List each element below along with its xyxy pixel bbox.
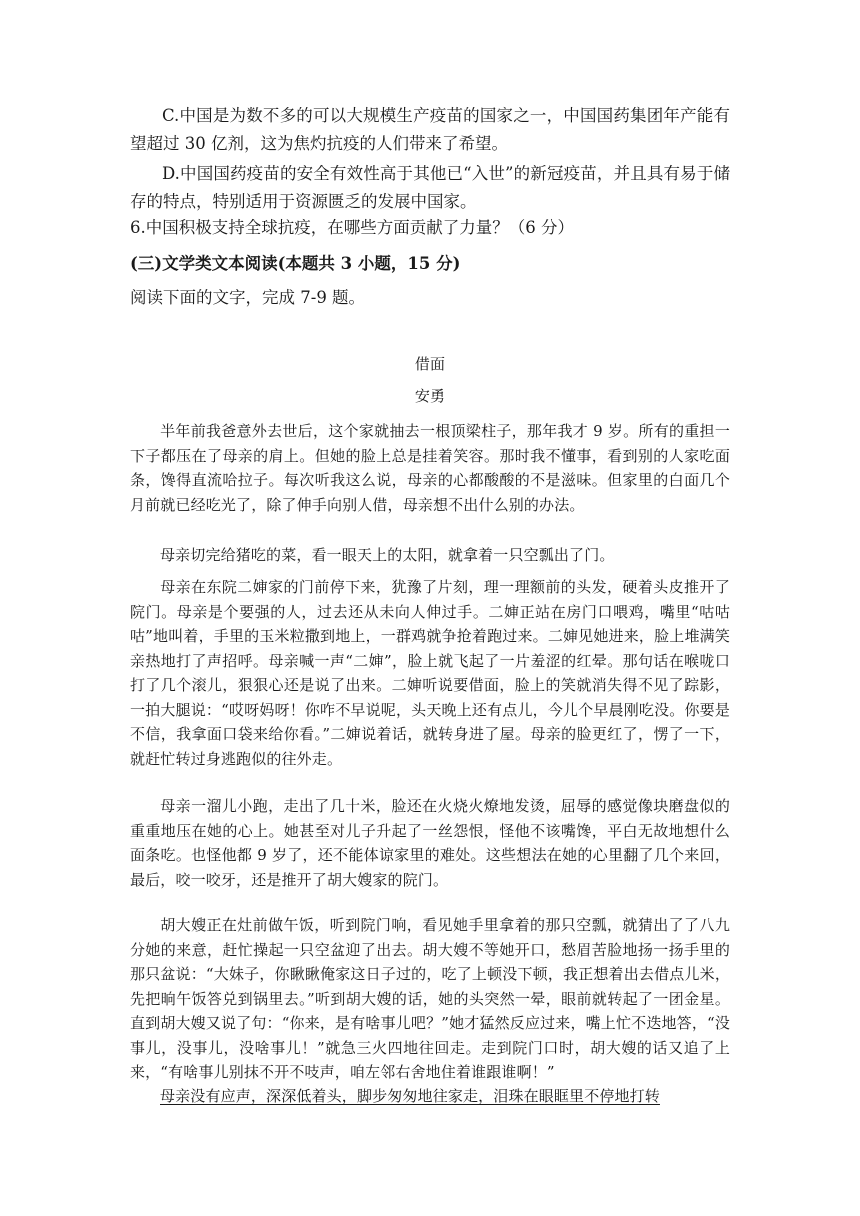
story-paragraph: 胡大嫂正在灶前做午饭，听到院门响，看见她手里拿着的那只空瓢，就猜出了了八九分她的来意，赶忙操起一只空盆迎了出去。胡大嫂不等她开口，愁眉苦脸地扬一扬手里的那只盆说：“大妹子，你瞅瞅俺家这日子过的，吃了上顿没下顿，我正想着出去借点儿米，先把晌午饭答兑到锅里去。”听到胡大嫂的话，她的头突然一晕，眼前就转起了一团金星。直到胡大嫂又说了句：“你来，是有啥事儿吧？”她才猛然反应过来，嘴上忙不迭地答，“没事儿，没事儿，没啥事儿！”就急三火四地往回走。走到院门口时，胡大嫂的话又追了上来，“有啥事儿别抹不开不吱声，咱左邻右舍地住着谁跟谁啊！” <box>130 916 730 1081</box>
section-heading: (三)文学类文本阅读(本题共 3 小题，15 分) <box>130 254 461 273</box>
story-paragraph: 母亲在东院二婶家的门前停下来，犹豫了片刻，理一理额前的头发，硬着头皮推开了院门。母亲是个要强的人，过去还从未向人伸过手。二婶正站在房门口喂鸡，嘴里“咕咕咕”地叫着，手里的玉米粒撒到地上，一群鸡就争抢着跑过来。二婶见她进来，脸上堆满笑亲热地打了声招呼。母亲喊一声“二婶”，脸上就飞起了一片羞涩的红晕。那句话在喉咙口打了几个滚儿，狠狠心还是说了出来。二婶听说要借面，脸上的笑就消失得不见了踪影，一拍大腿说：“哎呀妈呀！你咋不早说呢，头天晚上还有点儿，今儿个早晨刚吃没。你要是不信，我拿面口袋来给你看。”二婶说着话，就转身进了屋。母亲的脸更红了，愣了一下，就赶忙转过身逃跑似的往外走。 <box>130 578 730 768</box>
question-option-c: C.中国是为数不多的可以大规模生产疫苗的国家之一，中国国药集团年产能有望超过 30 亿剂，这为焦灼抗疫的人们带来了希望。 <box>130 106 730 153</box>
story-author: 安勇 <box>414 387 446 405</box>
question-option-d: D.中国国药疫苗的安全有效性高于其他已“入世”的新冠疫苗，并且具有易于储存的特点，特别适用于资源匮乏的发展中国家。 <box>130 164 730 211</box>
story-paragraph: 母亲一溜儿小跑，走出了几十米，脸还在火烧火燎地发烫，屈辱的感觉像块磨盘似的重重地压在她的心上。她甚至对儿子升起了一丝怨恨，怪他不该嘴馋，平白无故地想什么面条吃。也怪他都 9 岁了，还不能体谅家里的难处。这些想法在她的心里翻了几个来回，最后，咬一咬牙，还是推开了胡大嫂家的院门。 <box>130 797 730 889</box>
story-paragraph: 半年前我爸意外去世后，这个家就抽去一根顶梁柱子，那年我才 9 岁。所有的重担一下子都压在了母亲的肩上。但她的脸上总是挂着笑容。那时我不懂事，看到别的人家吃面条，馋得直流哈拉子。每次听我这么说，母亲的心都酸酸的不是滋味。但家里的白面几个月前就已经吃光了，除了伸手向别人借，母亲想不出什么别的办法。 <box>130 422 730 514</box>
question-6: 6.中国积极支持全球抗疫，在哪些方面贡献了力量？（6 分） <box>130 218 574 237</box>
story-paragraph-underlined: 母亲没有应声，深深低着头，脚步匆匆地往家走，泪珠在眼眶里不停地打转 <box>160 1087 660 1105</box>
story-paragraph: 母亲切完给猪吃的菜，看一眼天上的太阳，就拿着一只空瓢出了门。 <box>160 546 615 564</box>
section-instruction: 阅读下面的文字，完成 7-9 题。 <box>130 288 366 307</box>
story-title: 借面 <box>414 355 446 373</box>
